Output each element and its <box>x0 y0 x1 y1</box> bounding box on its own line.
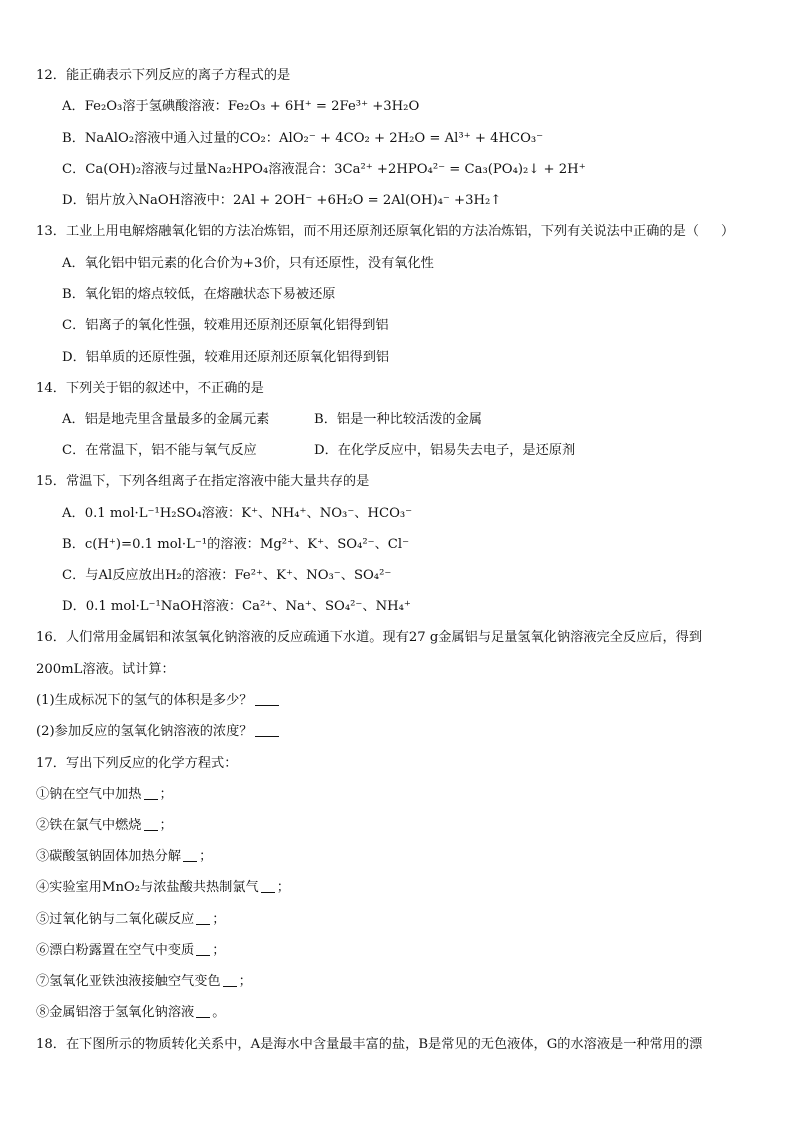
question-13-option-d: D．铝单质的还原性强，较难用还原剂还原氧化铝得到铝 <box>62 350 390 365</box>
answer-blank <box>255 691 279 706</box>
answer-blank <box>261 878 275 893</box>
question-13-option-c: C．铝离子的氧化性强，较难用还原剂还原氧化铝得到铝 <box>62 318 389 333</box>
answer-blank <box>223 972 237 987</box>
question-17-item-8 <box>36 1003 225 1023</box>
question-17-item-5-text: ⑤过氧化钠与二氧化碳反应 <box>36 912 195 927</box>
question-16-sub-1 <box>36 691 281 711</box>
question-12-option-a: A．Fe₂O₃溶于氢碘酸溶液：Fe₂O₃ + 6H⁺ = 2Fe³⁺ +3H₂O <box>62 99 420 114</box>
question-15-option-b: B．c(H⁺)=0.1 mol·L⁻¹的溶液：Mg²⁺、K⁺、SO₄²⁻、Cl⁻ <box>62 537 410 552</box>
item-separator: ； <box>212 912 226 927</box>
question-14-option-b: B．铝是一种比较活泼的金属 <box>314 412 482 427</box>
item-separator: ； <box>238 974 252 989</box>
question-16-sub-1-text: (1)生成标况下的氢气的体积是多少？ <box>36 693 253 708</box>
question-14-stem: 14．下列关于铝的叙述中，不正确的是 <box>36 381 264 396</box>
question-17-item-4 <box>36 878 290 898</box>
question-13-option-b: B．氧化铝的熔点较低，在熔融状态下易被还原 <box>62 287 336 302</box>
question-16-sub-2-text: (2)参加反应的氢氧化钠溶液的浓度？ <box>36 724 253 739</box>
question-15-stem: 15．常温下，下列各组离子在指定溶液中能大量共存的是 <box>36 474 370 489</box>
question-13-stem-end: ） <box>720 224 735 239</box>
question-12-stem: 12．能正确表示下列反应的离子方程式的是 <box>36 68 291 83</box>
question-12-option-d: D．铝片放入NaOH溶液中：2Al + 2OH⁻ +6H₂O = 2Al(OH)₄⁻ +3H₂↑ <box>62 193 502 208</box>
question-17-item-7 <box>36 972 252 992</box>
item-separator: ； <box>212 943 226 958</box>
question-18-stem: 18．在下图所示的物质转化关系中，A是海水中含量最丰富的盐，B是常见的无色液体，G的水溶液是一种常用的漂 <box>36 1037 703 1052</box>
answer-blank <box>196 1003 210 1018</box>
answer-blank <box>196 910 210 925</box>
question-17-item-5 <box>36 910 225 930</box>
question-17-item-1 <box>36 785 173 805</box>
answer-blank <box>255 722 279 737</box>
question-12-option-c: C．Ca(OH)₂溶液与过量Na₂HPO₄溶液混合：3Ca²⁺ +2HPO₄²⁻ = Ca₃(PO₄)₂↓ + 2H⁺ <box>62 162 586 177</box>
question-15-option-d: D．0.1 mol·L⁻¹NaOH溶液：Ca²⁺、Na⁺、SO₄²⁻、NH₄⁺ <box>62 599 411 614</box>
question-16-stem-line1: 16．人们常用金属铝和浓氢氧化钠溶液的反应疏通下水道。现有27 g金属铝与足量氢氧化钠溶液完全反应后，得到 <box>36 630 703 645</box>
item-separator: ； <box>276 880 290 895</box>
question-16-sub-2 <box>36 722 281 742</box>
question-17-item-8-text: ⑧金属铝溶于氢氧化钠溶液 <box>36 1005 195 1020</box>
question-12-option-b: B．NaAlO₂溶液中通入过量的CO₂：AlO₂⁻ + 4CO₂ + 2H₂O = Al³⁺ + 4HCO₃⁻ <box>62 131 544 146</box>
item-separator: ； <box>199 849 213 864</box>
question-16-stem-line2: 200mL溶液。试计算： <box>36 662 175 677</box>
item-end: 。 <box>212 1005 226 1020</box>
question-15-option-c: C．与Al反应放出H₂的溶液：Fe²⁺、K⁺、NO₃⁻、SO₄²⁻ <box>62 568 392 583</box>
question-17-item-2-text: ②铁在氯气中燃烧 <box>36 818 142 833</box>
question-14-option-a: A．铝是地壳里含量最多的金属元素 <box>62 412 270 427</box>
question-14-option-c: C．在常温下，铝不能与氧气反应 <box>62 443 257 458</box>
answer-blank <box>144 785 158 800</box>
question-17-item-3 <box>36 847 212 867</box>
question-17-item-1-text: ①钠在空气中加热 <box>36 787 142 802</box>
answer-blank <box>144 816 158 831</box>
question-13-stem <box>36 222 734 242</box>
question-17-item-2 <box>36 816 173 836</box>
question-17-item-3-text: ③碳酸氢钠固体加热分解 <box>36 849 182 864</box>
item-separator: ； <box>159 787 173 802</box>
question-17-item-6-text: ⑥漂白粉露置在空气中变质 <box>36 943 195 958</box>
question-17-item-4-text: ④实验室用MnO₂与浓盐酸共热制氯气 <box>36 880 259 895</box>
item-separator: ； <box>159 818 173 833</box>
question-17-item-6 <box>36 941 225 961</box>
question-13-stem-text: 13．工业上用电解熔融氧化铝的方法冶炼铝，而不用还原剂还原氧化铝的方法冶炼铝，下列有关说法中正确的是（ <box>36 224 699 239</box>
answer-blank <box>196 941 210 956</box>
question-17-item-7-text: ⑦氢氧化亚铁浊液接触空气变色 <box>36 974 221 989</box>
answer-blank <box>183 847 197 862</box>
question-17-stem: 17．写出下列反应的化学方程式： <box>36 756 238 771</box>
question-14-option-d: D．在化学反应中，铝易失去电子，是还原剂 <box>314 443 576 458</box>
question-13-option-a: A．氧化铝中铝元素的化合价为+3价，只有还原性，没有氧化性 <box>62 256 434 271</box>
question-15-option-a: A．0.1 mol·L⁻¹H₂SO₄溶液：K⁺、NH₄⁺、NO₃⁻、HCO₃⁻ <box>62 506 413 521</box>
